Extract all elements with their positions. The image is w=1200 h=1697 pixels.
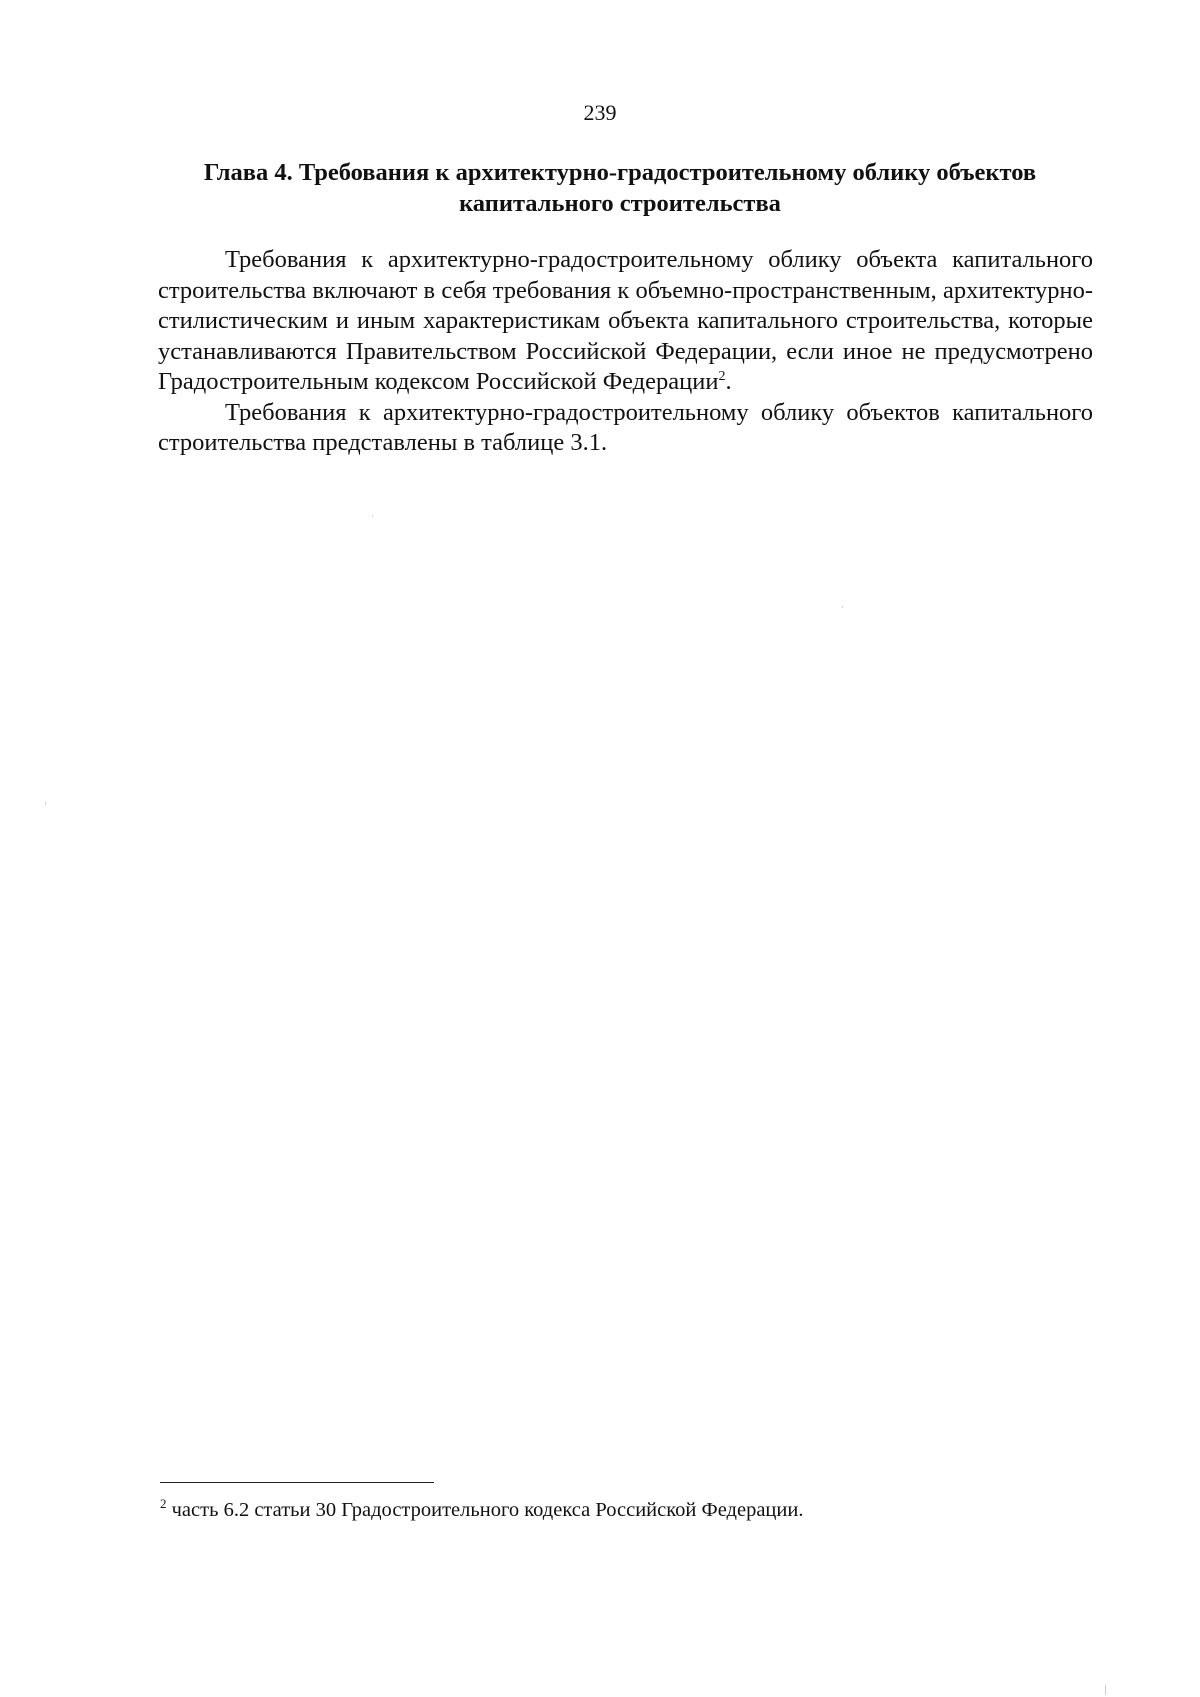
- footnote: [160, 1497, 1090, 1523]
- chapter-title-line-1: Глава 4. Требования к архитектурно-градостроительному облику объектов: [203, 159, 1037, 186]
- footnote-marker: 2: [160, 1496, 167, 1512]
- scan-artifact: [1105, 1685, 1106, 1695]
- paragraph-1: [158, 245, 1093, 398]
- paragraph-2-text: Требования к архитектурно-градостроительному облику объектов капитального строительства представлены в таблице 3.1.: [158, 398, 1093, 456]
- footnote-divider: [160, 1482, 434, 1483]
- footnote-text: часть 6.2 статьи 30 Градостроительного кодекса Российской Федерации.: [171, 1499, 804, 1521]
- chapter-title: [150, 157, 1090, 219]
- scan-artifact: [842, 606, 843, 608]
- chapter-title-line-2: капитального строительства: [459, 190, 781, 217]
- scan-artifact: [45, 802, 46, 805]
- paragraph-2: [158, 398, 1093, 459]
- body-text: [158, 245, 1093, 459]
- footnote-reference[interactable]: 2: [718, 368, 726, 384]
- paragraph-1-text: Требования к архитектурно-градостроительному облику объекта капитального строительства включают в себя требования к объемно-пространственным, архитектурно-стилистическим и иным характеристикам объекта капитального строительства, которые устанавливаются Правительством Российской Федерации, если иное не предусмотрено Градостроительным кодексом Российской Федерации: [158, 246, 1093, 395]
- paragraph-1-trailing: .: [725, 368, 732, 395]
- scan-artifact: [372, 515, 373, 517]
- page-number: 239: [583, 100, 617, 125]
